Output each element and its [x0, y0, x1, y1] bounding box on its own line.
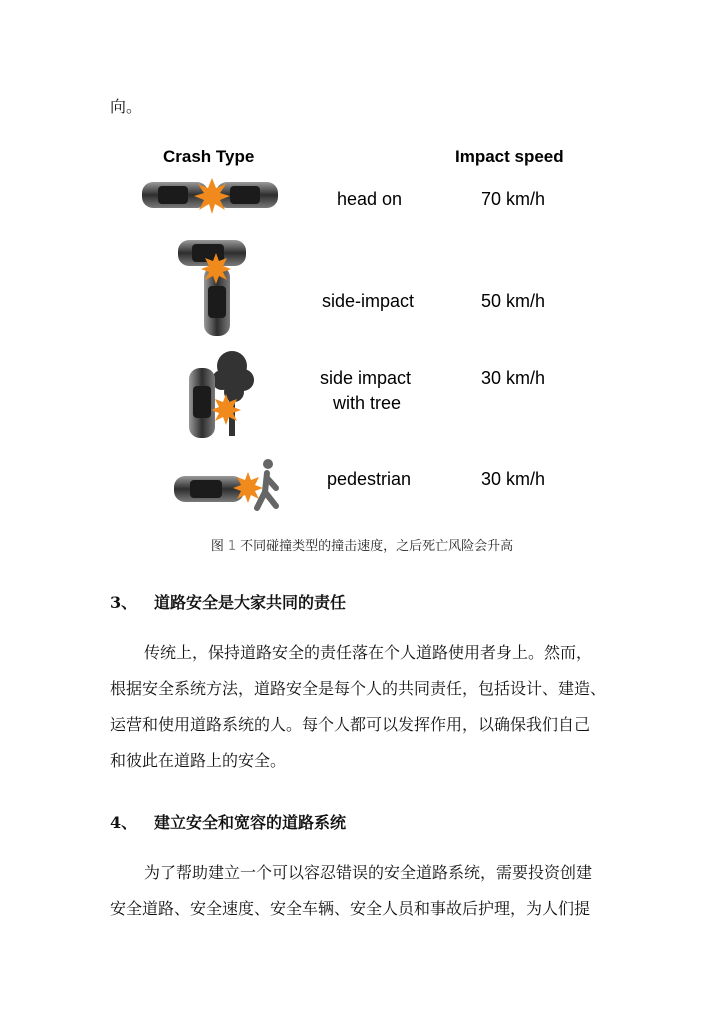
impact-speed-side-impact: 50 km/h	[481, 291, 546, 311]
paragraph-line: 运营和使用道路系统的人。每个人都可以发挥作用，以确保我们自己	[110, 715, 591, 734]
section-4-paragraph	[110, 855, 616, 927]
tree-icon	[212, 351, 254, 436]
crash-figure-svg	[130, 140, 600, 540]
section-4-number: 4、	[110, 813, 138, 832]
paragraph-line: 根据安全系统方法，道路安全是每个人的共同责任，包括设计、建造、	[110, 679, 607, 698]
crash-type-figure	[130, 140, 600, 540]
car-vs-pedestrian-icon	[174, 476, 244, 502]
caption-prefix: 图	[210, 539, 224, 554]
figure-caption	[0, 535, 724, 554]
section-3-number: 3、	[110, 593, 138, 612]
page-top-line: 向。	[110, 97, 143, 116]
paragraph-line: 和彼此在道路上的安全。	[110, 751, 287, 770]
paragraph-line: 为了帮助建立一个可以容忍错误的安全道路系统，需要投资创建	[144, 863, 593, 882]
caption-text: 不同碰撞类型的撞击速度，之后死亡风险会升高	[240, 539, 514, 554]
header-crash-type: Crash Type	[163, 147, 255, 166]
section-3-heading	[110, 590, 346, 613]
car-vs-tree-icon	[189, 368, 215, 438]
crash-type-head-on: head on	[337, 189, 403, 209]
section-4-title: 建立安全和宽容的道路系统	[154, 813, 347, 832]
section-3-paragraph	[110, 635, 616, 779]
header-impact-speed: Impact speed	[455, 147, 564, 166]
crash-type-pedestrian: pedestrian	[327, 469, 412, 489]
impact-speed-head-on: 70 km/h	[481, 189, 546, 209]
impact-speed-side-impact-tree: 30 km/h	[481, 368, 546, 388]
section-4-heading	[110, 810, 346, 833]
section-3-title: 道路安全是大家共同的责任	[154, 593, 347, 612]
caption-number: 1	[227, 539, 237, 554]
side-impact-cars-icon	[178, 240, 246, 336]
crash-type-side-impact-tree-line2: with tree	[333, 393, 402, 413]
crash-type-side-impact-tree-line1: side impact	[320, 368, 412, 388]
crash-type-side-impact: side-impact	[322, 291, 415, 311]
paragraph-line: 安全道路、安全速度、安全车辆、安全人员和事故后护理，为人们提	[110, 899, 591, 918]
pedestrian-icon	[257, 459, 276, 508]
impact-speed-pedestrian: 30 km/h	[481, 469, 546, 489]
paragraph-line: 传统上，保持道路安全的责任落在个人道路使用者身上。然而，	[144, 643, 593, 662]
